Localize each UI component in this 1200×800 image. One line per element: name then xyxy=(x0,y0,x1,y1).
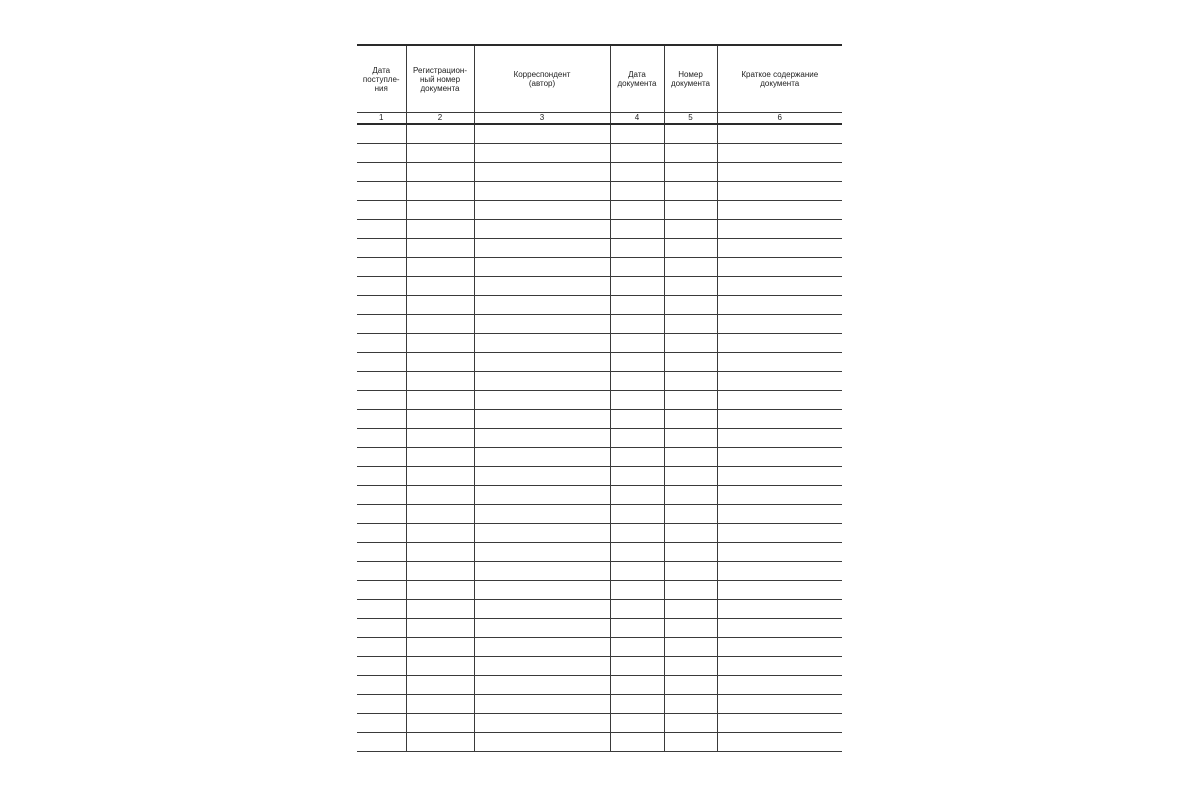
table-cell xyxy=(610,124,664,144)
header-row xyxy=(357,45,842,113)
table-cell xyxy=(717,239,842,258)
column-number: 3 xyxy=(474,113,610,125)
table-cell xyxy=(406,448,474,467)
table-cell xyxy=(406,467,474,486)
table-cell xyxy=(474,239,610,258)
table-cell xyxy=(664,543,717,562)
table-cell xyxy=(610,505,664,524)
table-cell xyxy=(406,372,474,391)
table-cell xyxy=(357,410,406,429)
table-cell xyxy=(406,258,474,277)
table-cell xyxy=(610,296,664,315)
table-cell xyxy=(664,524,717,543)
table-row xyxy=(357,467,842,486)
table-cell xyxy=(610,277,664,296)
table-cell xyxy=(357,600,406,619)
table-cell xyxy=(664,638,717,657)
table-cell xyxy=(610,239,664,258)
table-cell xyxy=(717,372,842,391)
table-cell xyxy=(717,296,842,315)
table-cell xyxy=(474,467,610,486)
table-cell xyxy=(664,619,717,638)
table-cell xyxy=(717,619,842,638)
table-cell xyxy=(610,600,664,619)
table-cell xyxy=(357,372,406,391)
table-cell xyxy=(610,467,664,486)
table-cell xyxy=(610,486,664,505)
table-cell xyxy=(664,296,717,315)
table-cell xyxy=(474,695,610,714)
table-row xyxy=(357,296,842,315)
table-row xyxy=(357,391,842,410)
table-row xyxy=(357,676,842,695)
journal-body xyxy=(357,124,842,752)
table-cell xyxy=(610,619,664,638)
table-cell xyxy=(357,657,406,676)
table-cell xyxy=(717,505,842,524)
table-cell xyxy=(474,714,610,733)
table-cell xyxy=(406,619,474,638)
table-cell xyxy=(664,124,717,144)
table-cell xyxy=(357,163,406,182)
table-row xyxy=(357,124,842,144)
table-cell xyxy=(406,486,474,505)
column-number: 5 xyxy=(664,113,717,125)
table-cell xyxy=(357,619,406,638)
table-cell xyxy=(717,277,842,296)
table-row xyxy=(357,733,842,752)
table-cell xyxy=(717,410,842,429)
table-row xyxy=(357,372,842,391)
table-cell xyxy=(664,733,717,752)
column-number-row xyxy=(357,113,842,125)
table-cell xyxy=(357,315,406,334)
table-row xyxy=(357,619,842,638)
table-cell xyxy=(664,315,717,334)
table-cell xyxy=(357,124,406,144)
table-cell xyxy=(406,695,474,714)
table-cell xyxy=(610,562,664,581)
table-cell xyxy=(474,372,610,391)
table-cell xyxy=(406,410,474,429)
table-cell xyxy=(357,562,406,581)
registration-journal-page xyxy=(357,44,842,752)
table-cell xyxy=(406,524,474,543)
table-cell xyxy=(717,733,842,752)
table-cell xyxy=(406,277,474,296)
table-cell xyxy=(717,657,842,676)
table-cell xyxy=(474,163,610,182)
table-row xyxy=(357,163,842,182)
table-cell xyxy=(717,486,842,505)
column-number: 4 xyxy=(610,113,664,125)
header-summary: Краткое содержание документа xyxy=(717,45,842,113)
table-cell xyxy=(406,220,474,239)
table-cell xyxy=(664,163,717,182)
table-cell xyxy=(474,657,610,676)
table-row xyxy=(357,638,842,657)
table-cell xyxy=(664,695,717,714)
table-cell xyxy=(664,467,717,486)
table-cell xyxy=(357,334,406,353)
table-cell xyxy=(474,676,610,695)
table-cell xyxy=(717,695,842,714)
table-cell xyxy=(474,562,610,581)
table-cell xyxy=(357,448,406,467)
table-cell xyxy=(474,410,610,429)
table-cell xyxy=(610,410,664,429)
table-cell xyxy=(357,258,406,277)
table-cell xyxy=(357,638,406,657)
table-cell xyxy=(474,201,610,220)
table-cell xyxy=(610,182,664,201)
table-cell xyxy=(664,448,717,467)
table-row xyxy=(357,657,842,676)
table-cell xyxy=(610,391,664,410)
table-cell xyxy=(717,524,842,543)
table-cell xyxy=(717,467,842,486)
table-row xyxy=(357,353,842,372)
table-cell xyxy=(664,581,717,600)
table-cell xyxy=(406,315,474,334)
table-cell xyxy=(664,562,717,581)
table-cell xyxy=(357,505,406,524)
table-cell xyxy=(610,448,664,467)
table-cell xyxy=(406,657,474,676)
table-cell xyxy=(610,543,664,562)
table-cell xyxy=(406,163,474,182)
table-cell xyxy=(664,676,717,695)
table-cell xyxy=(610,144,664,163)
table-cell xyxy=(717,220,842,239)
table-cell xyxy=(717,581,842,600)
table-cell xyxy=(610,372,664,391)
table-cell xyxy=(664,410,717,429)
table-row xyxy=(357,258,842,277)
table-cell xyxy=(406,353,474,372)
table-cell xyxy=(406,562,474,581)
table-cell xyxy=(474,524,610,543)
table-cell xyxy=(357,144,406,163)
table-cell xyxy=(357,486,406,505)
table-row xyxy=(357,239,842,258)
table-row xyxy=(357,201,842,220)
table-cell xyxy=(610,220,664,239)
table-cell xyxy=(717,334,842,353)
table-cell xyxy=(406,429,474,448)
table-cell xyxy=(664,486,717,505)
registration-journal-table xyxy=(357,44,842,752)
table-cell xyxy=(610,714,664,733)
table-cell xyxy=(610,258,664,277)
table-cell xyxy=(474,353,610,372)
table-cell xyxy=(717,182,842,201)
table-cell xyxy=(474,277,610,296)
table-cell xyxy=(474,182,610,201)
table-cell xyxy=(717,391,842,410)
table-cell xyxy=(610,524,664,543)
table-cell xyxy=(357,543,406,562)
table-cell xyxy=(357,733,406,752)
table-cell xyxy=(406,182,474,201)
table-cell xyxy=(664,144,717,163)
table-cell xyxy=(474,448,610,467)
table-cell xyxy=(717,144,842,163)
table-cell xyxy=(610,315,664,334)
table-row xyxy=(357,486,842,505)
table-cell xyxy=(406,124,474,144)
table-cell xyxy=(717,124,842,144)
table-cell xyxy=(717,676,842,695)
table-cell xyxy=(357,467,406,486)
table-cell xyxy=(474,638,610,657)
table-cell xyxy=(406,600,474,619)
table-cell xyxy=(717,562,842,581)
table-cell xyxy=(357,391,406,410)
table-cell xyxy=(664,258,717,277)
table-cell xyxy=(406,144,474,163)
header-document-number: Номер документа xyxy=(664,45,717,113)
table-cell xyxy=(610,638,664,657)
table-cell xyxy=(474,600,610,619)
table-cell xyxy=(610,334,664,353)
table-cell xyxy=(357,581,406,600)
table-row xyxy=(357,600,842,619)
table-cell xyxy=(357,676,406,695)
table-row xyxy=(357,524,842,543)
table-cell xyxy=(406,638,474,657)
table-row xyxy=(357,277,842,296)
table-cell xyxy=(474,258,610,277)
table-cell xyxy=(664,239,717,258)
table-row xyxy=(357,144,842,163)
table-cell xyxy=(357,296,406,315)
table-cell xyxy=(474,391,610,410)
table-cell xyxy=(717,714,842,733)
table-row xyxy=(357,410,842,429)
header-receipt-date: Дата поступле- ния xyxy=(357,45,406,113)
table-cell xyxy=(610,353,664,372)
table-cell xyxy=(357,429,406,448)
table-cell xyxy=(357,239,406,258)
table-row xyxy=(357,562,842,581)
table-cell xyxy=(357,201,406,220)
table-cell xyxy=(717,638,842,657)
table-cell xyxy=(474,486,610,505)
table-cell xyxy=(406,733,474,752)
table-row xyxy=(357,182,842,201)
table-cell xyxy=(474,315,610,334)
table-cell xyxy=(664,372,717,391)
table-cell xyxy=(664,334,717,353)
table-row xyxy=(357,315,842,334)
table-cell xyxy=(406,543,474,562)
table-cell xyxy=(664,657,717,676)
table-cell xyxy=(664,220,717,239)
table-cell xyxy=(357,277,406,296)
table-cell xyxy=(664,353,717,372)
table-cell xyxy=(610,163,664,182)
column-number: 6 xyxy=(717,113,842,125)
table-cell xyxy=(717,600,842,619)
table-cell xyxy=(664,600,717,619)
table-cell xyxy=(610,657,664,676)
table-cell xyxy=(357,695,406,714)
table-cell xyxy=(717,448,842,467)
table-cell xyxy=(610,733,664,752)
table-cell xyxy=(406,505,474,524)
table-cell xyxy=(610,429,664,448)
table-row xyxy=(357,581,842,600)
table-row xyxy=(357,505,842,524)
table-cell xyxy=(357,220,406,239)
table-cell xyxy=(664,201,717,220)
table-cell xyxy=(406,714,474,733)
table-cell xyxy=(717,201,842,220)
table-cell xyxy=(357,714,406,733)
table-cell xyxy=(474,334,610,353)
header-registration-number: Регистрацион- ный номер документа xyxy=(406,45,474,113)
table-cell xyxy=(474,429,610,448)
table-cell xyxy=(610,676,664,695)
table-row xyxy=(357,695,842,714)
column-number: 2 xyxy=(406,113,474,125)
table-cell xyxy=(406,296,474,315)
table-cell xyxy=(664,277,717,296)
table-row xyxy=(357,714,842,733)
table-row xyxy=(357,220,842,239)
table-cell xyxy=(406,334,474,353)
table-cell xyxy=(610,581,664,600)
table-cell xyxy=(474,619,610,638)
table-cell xyxy=(474,220,610,239)
table-cell xyxy=(406,201,474,220)
table-cell xyxy=(474,543,610,562)
table-cell xyxy=(717,429,842,448)
table-cell xyxy=(406,391,474,410)
table-cell xyxy=(717,353,842,372)
table-cell xyxy=(357,353,406,372)
table-row xyxy=(357,448,842,467)
column-number: 1 xyxy=(357,113,406,125)
table-row xyxy=(357,334,842,353)
table-cell xyxy=(474,581,610,600)
table-cell xyxy=(664,714,717,733)
table-cell xyxy=(357,524,406,543)
table-cell xyxy=(474,505,610,524)
table-cell xyxy=(474,296,610,315)
table-cell xyxy=(717,163,842,182)
table-row xyxy=(357,429,842,448)
table-cell xyxy=(664,182,717,201)
table-cell xyxy=(664,429,717,448)
table-cell xyxy=(717,315,842,334)
table-cell xyxy=(610,201,664,220)
header-correspondent: Корреспондент (автор) xyxy=(474,45,610,113)
table-row xyxy=(357,543,842,562)
table-cell xyxy=(474,733,610,752)
table-cell xyxy=(474,124,610,144)
table-cell xyxy=(664,391,717,410)
table-cell xyxy=(406,676,474,695)
table-cell xyxy=(474,144,610,163)
table-cell xyxy=(664,505,717,524)
table-cell xyxy=(406,581,474,600)
table-cell xyxy=(406,239,474,258)
header-document-date: Дата документа xyxy=(610,45,664,113)
table-cell xyxy=(717,258,842,277)
table-cell xyxy=(357,182,406,201)
table-cell xyxy=(610,695,664,714)
table-cell xyxy=(717,543,842,562)
